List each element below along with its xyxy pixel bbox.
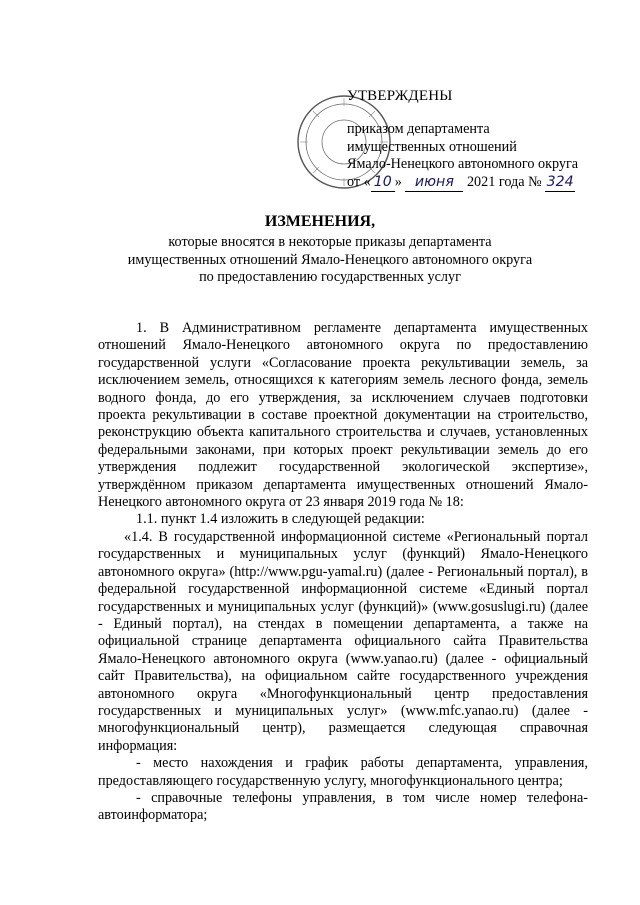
approval-date-line — [347, 174, 617, 192]
date-year: 2021 года — [466, 173, 525, 190]
paragraph-1-4: «1.4. В государственной информационной системе «Региональный портал государственных и муниципальных услуг (функций) Ямало-Ненецкого автономного округа» (http://www.pgu-yamal.ru) (далее - Региональный портал), в федеральной государственной информационной системе «Единый портал государственных и муниципальных услуг (функций)» (www.gosuslugi.ru) (далее - Единый портал), на стендах в помещении департамента, а также на официальной странице департамента официального сайта Правительства Ямало-Ненецкого автономного округа (www.yanao.ru) (далее - официальный сайт Правительства), на официальном сайте государственного учреждения автономного округа «Многофункциональный центр предоставления государственных и муниципальных услуг» (www.mfc.yanao.ru) (далее - многофункциональный центр), размещается следующая справочная информация: — [98, 528, 588, 754]
date-month: июня — [405, 174, 463, 192]
date-prefix: от « — [347, 173, 371, 190]
date-day: 10 — [371, 174, 395, 192]
approval-block — [347, 88, 617, 192]
order-number: 324 — [545, 174, 575, 192]
paragraph-1-1: 1.1. пункт 1.4 изложить в следующей редакции: — [136, 511, 425, 528]
approval-line-3: Ямало-Ненецкого автономного округа — [347, 156, 579, 173]
approval-line-1: приказом департамента — [347, 121, 490, 138]
document-title: ИЗМЕНЕНИЯ, — [264, 213, 376, 230]
number-sign: № — [528, 173, 542, 190]
list-item-phones: - справочные телефоны управления, в том числе номер телефона-автоинформатора; — [98, 789, 588, 824]
approval-line-2: имущественных отношений — [347, 138, 517, 155]
document-subtitle: которые вносятся в некоторые приказы департамента имущественных отношений Ямало-Ненецкого автономного округа по предоставлению государственных услуг — [127, 234, 533, 286]
date-mid: » — [394, 173, 402, 190]
approval-heading: УТВЕРЖДЕНЫ — [347, 88, 453, 104]
list-item-location: - место нахождения и график работы департамента, управления, предоставляющего государственную услугу, многофункционального центра; — [98, 755, 588, 789]
document-body — [98, 320, 588, 825]
paragraph-1: 1. В Административном регламенте департамента имущественных отношений Ямало-Ненецкого автономного округа по предоставлению государственной услуги «Согласование проекта рекультивации земель, за исключением земель, относящихся к категориям земель лесного фонда, земель водного фонда, до его утверждения, за исключением случаев подготовки проекта рекультивации в составе проектной документации на строительство, реконструкцию объекта капитального строительства и случаев, установленных федеральными законами, при которых проект рекультивации земель до его утверждения подлежит государственной экологической экспертизе», утверждённом приказом департамента имущественных отношений Ямало-Ненецкого автономного округа от 23 января 2019 года № 18: — [98, 320, 588, 511]
